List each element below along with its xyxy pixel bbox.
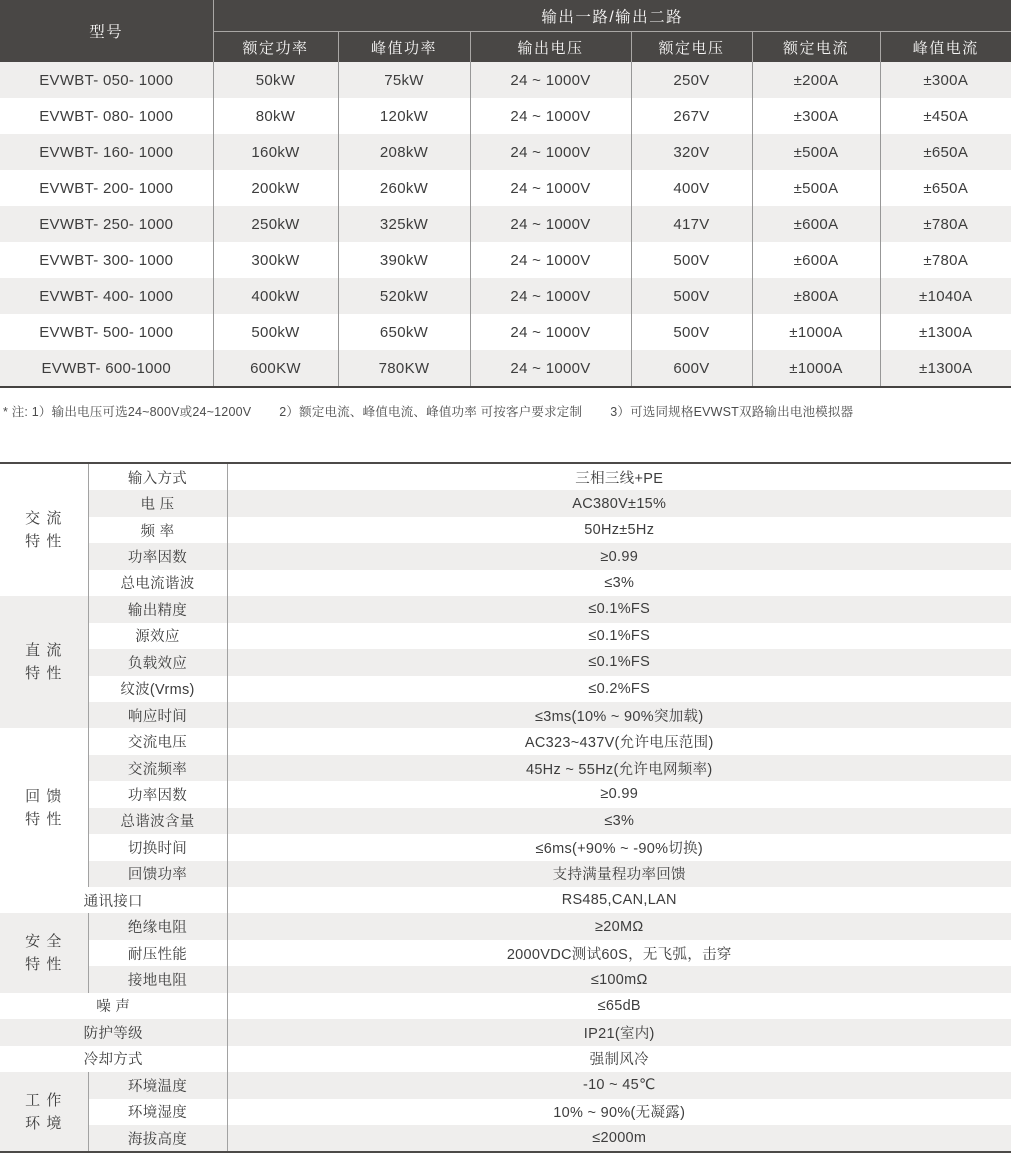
spec-value-cell: ±1040A — [880, 278, 1011, 314]
param-label-cell: 总谐波含量 — [88, 808, 227, 834]
span-label-cell: 冷却方式 — [0, 1046, 227, 1072]
spec-value-cell: 120kW — [338, 98, 470, 134]
spec-value-cell: ±600A — [752, 242, 880, 278]
param-value-cell: 45Hz ~ 55Hz(允许电网频率) — [227, 755, 1011, 781]
spec-value-cell: ±500A — [752, 134, 880, 170]
param-value-cell: ≤6ms(+90% ~ -90%切换) — [227, 834, 1011, 860]
group-label-line: 交 流 — [25, 510, 63, 528]
param-value-cell: ≤0.1%FS — [227, 623, 1011, 649]
header-row-1 — [0, 0, 1011, 32]
characteristics-table — [0, 462, 1011, 1153]
param-value-cell: ≥0.99 — [227, 781, 1011, 807]
footnote-part: 3）可选同规格EVWST双路输出电池模拟器 — [610, 405, 854, 419]
group-label-line: 环 境 — [25, 1114, 63, 1132]
spec-value-cell: 500V — [631, 278, 752, 314]
spec-value-cell: ±1000A — [752, 314, 880, 350]
footnote-part: 2）额定电流、峰值电流、峰值功率 可按客户要求定制 — [279, 405, 583, 419]
char-row — [0, 517, 1011, 543]
char-row — [0, 940, 1011, 966]
group-label-line: 特 性 — [25, 665, 63, 683]
spec-row — [0, 314, 1011, 350]
param-label-cell: 耐压性能 — [88, 940, 227, 966]
param-label-cell: 海拔高度 — [88, 1125, 227, 1152]
model-cell: EVWBT- 300- 1000 — [0, 242, 213, 278]
group-cell-environment — [0, 1072, 88, 1152]
spec-value-cell: 325kW — [338, 206, 470, 242]
spec-value-cell: 24 ~ 1000V — [470, 98, 631, 134]
footnote — [3, 402, 1011, 420]
spec-value-cell: ±300A — [752, 98, 880, 134]
spec-value-cell: 500V — [631, 314, 752, 350]
spec-value-cell: 400V — [631, 170, 752, 206]
param-value-cell: AC323~437V(允许电压范围) — [227, 728, 1011, 754]
spec-row — [0, 350, 1011, 387]
char-row — [0, 649, 1011, 675]
param-value-cell: 50Hz±5Hz — [227, 517, 1011, 543]
param-label-cell: 环境湿度 — [88, 1099, 227, 1125]
span-label-cell: 防护等级 — [0, 1019, 227, 1045]
param-value-cell: ≤3ms(10% ~ 90%突加载) — [227, 702, 1011, 728]
model-cell: EVWBT- 500- 1000 — [0, 314, 213, 350]
spec-value-cell: 250V — [631, 62, 752, 98]
param-label-cell: 环境温度 — [88, 1072, 227, 1098]
param-value-cell: ≥20MΩ — [227, 913, 1011, 939]
spec-value-cell: 400kW — [213, 278, 338, 314]
spec-row — [0, 170, 1011, 206]
model-spec-table — [0, 0, 1011, 388]
char-row — [0, 543, 1011, 569]
param-label-cell: 响应时间 — [88, 702, 227, 728]
spec-value-cell: 24 ~ 1000V — [470, 170, 631, 206]
spec-value-cell: ±200A — [752, 62, 880, 98]
spec-row — [0, 242, 1011, 278]
model-header-cell: 型号 — [0, 0, 213, 62]
model-cell: EVWBT- 200- 1000 — [0, 170, 213, 206]
param-value-cell: ≤0.1%FS — [227, 596, 1011, 622]
model-cell: EVWBT- 050- 1000 — [0, 62, 213, 98]
column-header-cell: 额定电流 — [752, 32, 880, 63]
spec-value-cell: 24 ~ 1000V — [470, 242, 631, 278]
char-row — [0, 490, 1011, 516]
char-row — [0, 728, 1011, 754]
spec-value-cell: ±1300A — [880, 350, 1011, 387]
model-cell: EVWBT- 080- 1000 — [0, 98, 213, 134]
spec-value-cell: ±650A — [880, 134, 1011, 170]
spec-row — [0, 98, 1011, 134]
param-label-cell: 绝缘电阻 — [88, 913, 227, 939]
param-label-cell: 输入方式 — [88, 463, 227, 490]
column-header-cell: 额定电压 — [631, 32, 752, 63]
group-cell-dc — [0, 596, 88, 728]
column-header-cell: 额定功率 — [213, 32, 338, 63]
spec-value-cell: 24 ~ 1000V — [470, 62, 631, 98]
param-value-cell: -10 ~ 45℃ — [227, 1072, 1011, 1098]
char-row — [0, 966, 1011, 992]
param-value-cell: 支持满量程功率回馈 — [227, 861, 1011, 887]
param-value-cell: ≤65dB — [227, 993, 1011, 1019]
spec-value-cell: 780KW — [338, 350, 470, 387]
spec-value-cell: 24 ~ 1000V — [470, 134, 631, 170]
param-value-cell: AC380V±15% — [227, 490, 1011, 516]
spec-value-cell: 208kW — [338, 134, 470, 170]
char-row — [0, 463, 1011, 490]
param-value-cell: 三相三线+PE — [227, 463, 1011, 490]
char-row — [0, 1019, 1011, 1045]
char-row — [0, 596, 1011, 622]
char-row — [0, 887, 1011, 913]
char-row — [0, 913, 1011, 939]
param-value-cell: ≥0.99 — [227, 543, 1011, 569]
footnote-part: * 注: 1）输出电压可选24~800V或24~1200V — [3, 405, 252, 419]
param-label-cell: 总电流谐波 — [88, 570, 227, 596]
spec-value-cell: 600KW — [213, 350, 338, 387]
model-cell: EVWBT- 600-1000 — [0, 350, 213, 387]
column-header-cell: 峰值电流 — [880, 32, 1011, 63]
spec-value-cell: 200kW — [213, 170, 338, 206]
model-cell: EVWBT- 400- 1000 — [0, 278, 213, 314]
char-row — [0, 702, 1011, 728]
param-label-cell: 切换时间 — [88, 834, 227, 860]
group-label-line: 特 性 — [25, 533, 63, 551]
group-label-line: 工 作 — [25, 1091, 63, 1109]
spec-value-cell: 520kW — [338, 278, 470, 314]
spec-row — [0, 62, 1011, 98]
char-row — [0, 1046, 1011, 1072]
spec-value-cell: 600V — [631, 350, 752, 387]
char-row — [0, 1072, 1011, 1098]
group-label-line: 直 流 — [25, 642, 63, 660]
group-cell-ac — [0, 463, 88, 596]
param-label-cell: 交流电压 — [88, 728, 227, 754]
param-label-cell: 输出精度 — [88, 596, 227, 622]
model-cell: EVWBT- 250- 1000 — [0, 206, 213, 242]
param-label-cell: 负载效应 — [88, 649, 227, 675]
spec-value-cell: 500V — [631, 242, 752, 278]
param-value-cell: ≤0.1%FS — [227, 649, 1011, 675]
span-label-cell: 噪 声 — [0, 993, 227, 1019]
spec-value-cell: ±450A — [880, 98, 1011, 134]
spec-value-cell: ±500A — [752, 170, 880, 206]
char-row — [0, 676, 1011, 702]
spec-value-cell: 390kW — [338, 242, 470, 278]
span-label-cell: 通讯接口 — [0, 887, 227, 913]
char-row — [0, 1099, 1011, 1125]
param-label-cell: 源效应 — [88, 623, 227, 649]
char-row — [0, 993, 1011, 1019]
param-value-cell: ≤100mΩ — [227, 966, 1011, 992]
param-value-cell: 2000VDC测试60S，无飞弧，击穿 — [227, 940, 1011, 966]
spec-value-cell: 250kW — [213, 206, 338, 242]
column-header-cell: 输出电压 — [470, 32, 631, 63]
param-value-cell: ≤3% — [227, 808, 1011, 834]
group-cell-feedback — [0, 728, 88, 887]
param-label-cell: 交流频率 — [88, 755, 227, 781]
param-value-cell: 强制风冷 — [227, 1046, 1011, 1072]
spec-value-cell: 160kW — [213, 134, 338, 170]
param-value-cell: 10% ~ 90%(无凝露) — [227, 1099, 1011, 1125]
model-cell: EVWBT- 160- 1000 — [0, 134, 213, 170]
char-row — [0, 1125, 1011, 1152]
param-value-cell: RS485,CAN,LAN — [227, 887, 1011, 913]
char-row — [0, 861, 1011, 887]
spec-value-cell: ±800A — [752, 278, 880, 314]
char-row — [0, 781, 1011, 807]
group-label-line: 回 馈 — [25, 787, 63, 805]
spec-value-cell: 300kW — [213, 242, 338, 278]
param-label-cell: 功率因数 — [88, 543, 227, 569]
spec-value-cell: ±600A — [752, 206, 880, 242]
param-value-cell: ≤3% — [227, 570, 1011, 596]
param-label-cell: 频 率 — [88, 517, 227, 543]
spec-value-cell: 417V — [631, 206, 752, 242]
spec-value-cell: 320V — [631, 134, 752, 170]
param-label-cell: 电 压 — [88, 490, 227, 516]
spec-value-cell: 24 ~ 1000V — [470, 314, 631, 350]
char-row — [0, 834, 1011, 860]
param-label-cell: 回馈功率 — [88, 861, 227, 887]
spec-value-cell: 500kW — [213, 314, 338, 350]
spec-value-cell: 24 ~ 1000V — [470, 350, 631, 387]
group-label-line: 特 性 — [25, 956, 63, 974]
spec-value-cell: ±1000A — [752, 350, 880, 387]
spec-value-cell: ±780A — [880, 242, 1011, 278]
spec-value-cell: 75kW — [338, 62, 470, 98]
group-label-line: 特 性 — [25, 810, 63, 828]
spec-value-cell: ±650A — [880, 170, 1011, 206]
spec-value-cell: 260kW — [338, 170, 470, 206]
spec-value-cell: 650kW — [338, 314, 470, 350]
spec-value-cell: ±1300A — [880, 314, 1011, 350]
spec-value-cell: 24 ~ 1000V — [470, 206, 631, 242]
spec-row — [0, 278, 1011, 314]
spec-value-cell: 267V — [631, 98, 752, 134]
group-cell-safety — [0, 913, 88, 992]
group-label-line: 安 全 — [25, 933, 63, 951]
char-row — [0, 808, 1011, 834]
output-group-header-cell: 输出一路/输出二路 — [213, 0, 1011, 32]
spec-row — [0, 134, 1011, 170]
param-value-cell: IP21(室内) — [227, 1019, 1011, 1045]
spec-value-cell: 80kW — [213, 98, 338, 134]
param-value-cell: ≤0.2%FS — [227, 676, 1011, 702]
spec-value-cell: ±300A — [880, 62, 1011, 98]
spec-value-cell: 24 ~ 1000V — [470, 278, 631, 314]
param-value-cell: ≤2000m — [227, 1125, 1011, 1152]
column-header-cell: 峰值功率 — [338, 32, 470, 63]
param-label-cell: 功率因数 — [88, 781, 227, 807]
spec-value-cell: ±780A — [880, 206, 1011, 242]
spec-value-cell: 50kW — [213, 62, 338, 98]
param-label-cell: 接地电阻 — [88, 966, 227, 992]
char-row — [0, 570, 1011, 596]
char-row — [0, 755, 1011, 781]
param-label-cell: 纹波(Vrms) — [88, 676, 227, 702]
spec-row — [0, 206, 1011, 242]
char-row — [0, 623, 1011, 649]
